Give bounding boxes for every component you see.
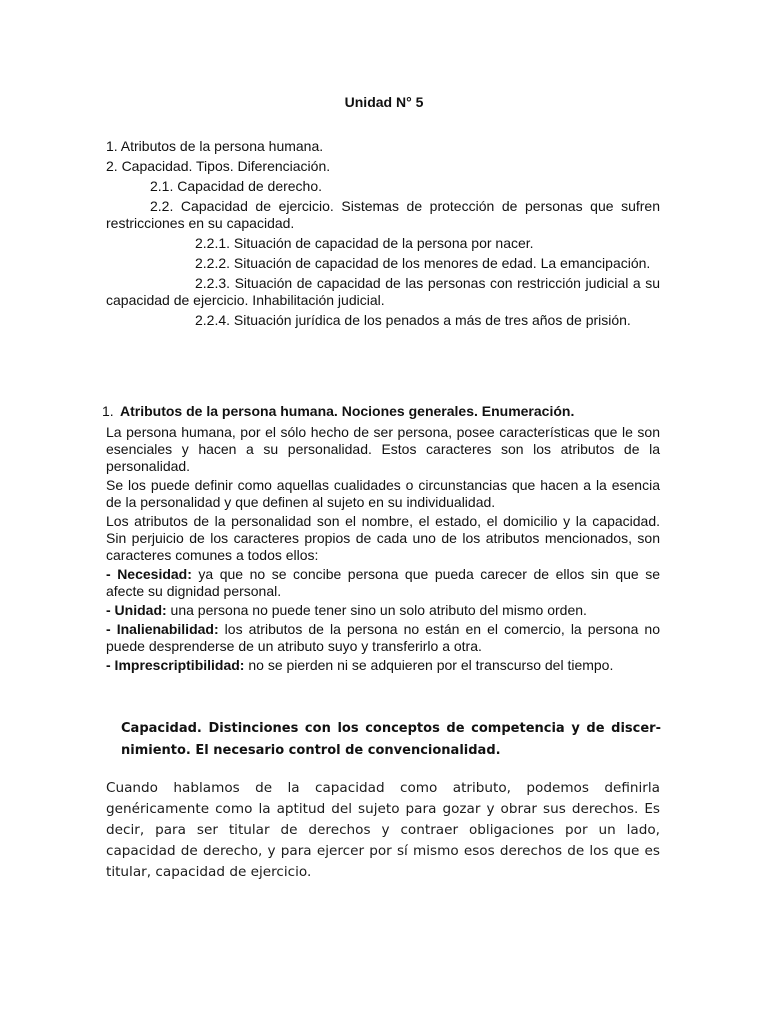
item-text: los atributos de la persona no están en el comercio, la persona no puede desprenderse de un atributo suyo y transferirlo a otra. <box>106 621 660 654</box>
section-heading <box>102 403 660 420</box>
section-capacidad-body: Cuando hablamos de la capacidad como atributo, podemos definirla genéricamente como la aptitud del sujeto para gozar y obrar sus derechos. Es decir, para ser titular de derechos y contraer obligaciones por un lado, capacidad de derecho, y para ejercer por sí mismo esos derechos de los que es titular, capacidad de ejercicio. <box>106 780 660 880</box>
section-number: 1. <box>102 403 114 419</box>
toc-item: 2. Capacidad. Tipos. Diferenciación. <box>106 158 331 174</box>
toc-item: 2.2. Capacidad de ejercicio. Sistemas de protección de personas que sufren restricciones en su capacidad. <box>106 198 660 231</box>
paragraph: Los atributos de la personalidad son el nombre, el estado, el domicilio y la capacidad. Sin perjuicio de los caracteres propios de cada uno de los atributos mencionados, son caracteres comunes a todos ellos: <box>106 513 660 563</box>
item-term: - Inalienabilidad: <box>106 621 219 637</box>
section-capacidad-heading: Capacidad. Distinciones con los conceptos de competencia y de discer-nimiento. El necesario control de convencionalidad. <box>121 721 661 758</box>
item-term: - Imprescriptibilidad: <box>106 657 245 673</box>
table-of-contents <box>106 138 660 332</box>
toc-item: 2.2.4. Situación jurídica de los penados a más de tres años de prisión. <box>195 312 631 328</box>
paragraph: Se los puede definir como aquellas cualidades o circunstancias que hacen a la esencia de la personalidad y que definen al sujeto en su individualidad. <box>106 477 660 510</box>
toc-item: 2.1. Capacidad de derecho. <box>150 178 323 194</box>
toc-item: 1. Atributos de la persona humana. <box>106 138 324 154</box>
item-term: - Necesidad: <box>106 566 192 582</box>
document-title: Unidad N° 5 <box>344 94 424 110</box>
section-atributos <box>102 403 660 676</box>
item-text: no se pierden ni se adquieren por el transcurso del tiempo. <box>244 657 614 673</box>
list-item <box>106 566 660 600</box>
list-item <box>106 657 660 674</box>
paragraph: La persona humana, por el sólo hecho de ser persona, posee características que le son esenciales y hacen a su personalidad. Estos caracteres son los atributos de la personalidad. <box>106 424 660 474</box>
toc-item: 2.2.2. Situación de capacidad de los menores de edad. La emancipación. <box>195 255 651 271</box>
list-item <box>106 602 660 619</box>
toc-item: 2.2.3. Situación de capacidad de las personas con restricción judicial a su capacidad de ejercicio. Inhabilitación judicial. <box>106 275 660 308</box>
section-heading-text: Atributos de la persona humana. Nociones generales. Enumeración. <box>120 403 575 419</box>
item-term: - Unidad: <box>106 602 167 618</box>
list-item <box>106 621 660 655</box>
item-text: una persona no puede tener sino un solo atributo del mismo orden. <box>166 602 587 618</box>
item-text: ya que no se concibe persona que pueda carecer de ellos sin que se afecte su dignidad personal. <box>106 566 660 599</box>
toc-item: 2.2.1. Situación de capacidad de la persona por nacer. <box>195 235 534 251</box>
